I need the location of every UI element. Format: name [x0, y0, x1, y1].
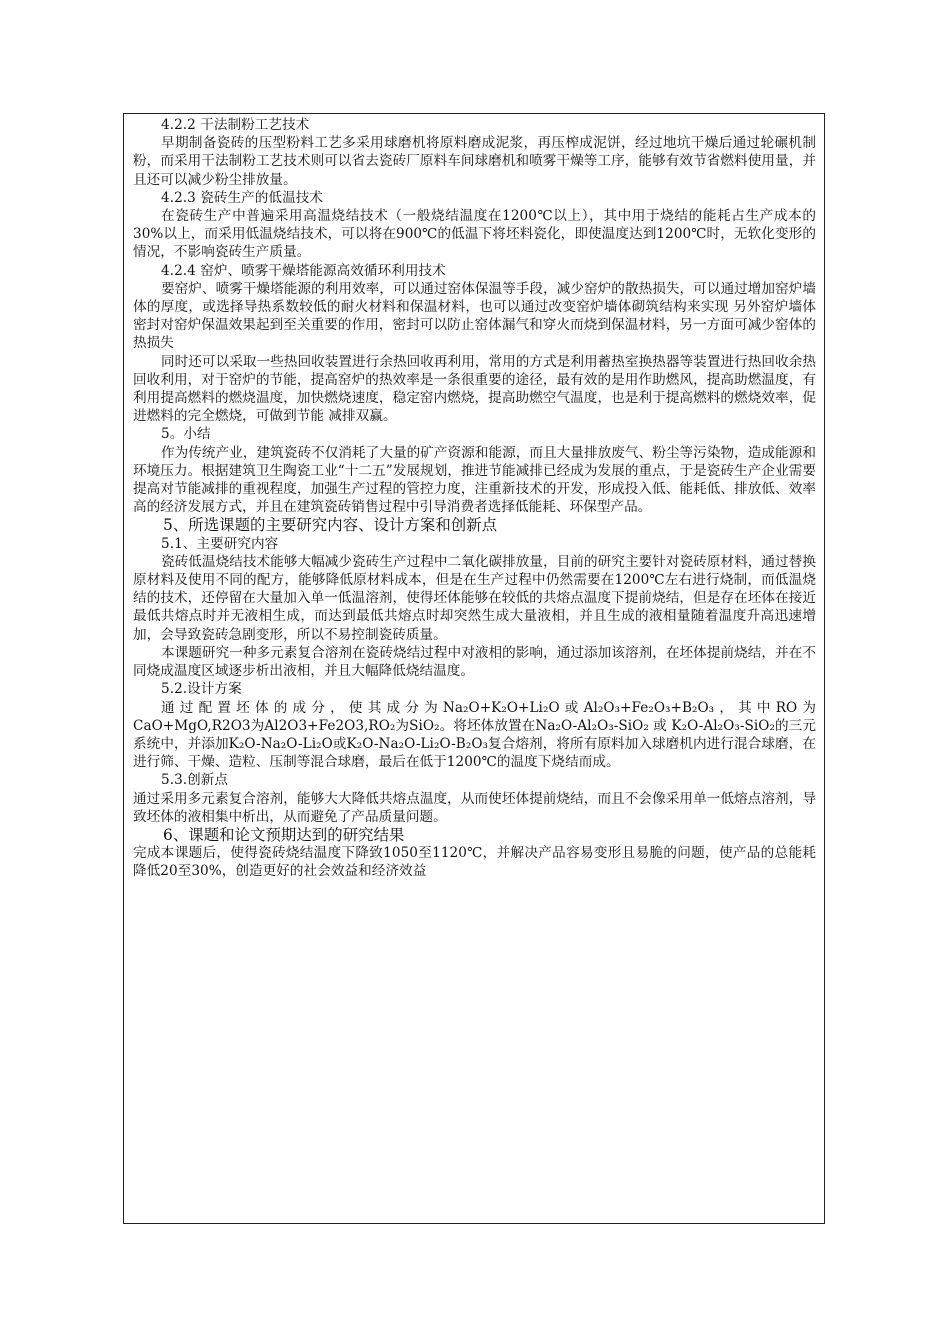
chapter-heading-6: 6、课题和论文预期达到的研究结果	[163, 825, 405, 844]
paragraph-low-temp: 在瓷砖生产中普遍采用高温烧结技术（一般烧结温度在1200℃以上），其中用于烧结的能耗占生产成本的30%以上，而采用低温烧结技术，可以将在900℃的低温下将坯料瓷化，即使温度达到1200℃时，无软化变形的情况，不影响瓷砖生产质量。	[133, 208, 816, 261]
paragraph-summary: 作为传统产业，建筑瓷砖不仅消耗了大量的矿产资源和能源，而且大量排放废气、粉尘等污染物，造成能源和环境压力。根据建筑卫生陶瓷工业“十二五”发展规划，推进节能减排已经成为发展的重点，于是瓷砖生产企业需要提高对节能减排的重视程度，加强生产过程的管控力度，注重新技术的开发，形成投入低、能耗低、排放低、效率高的经济发展方式，并且在建筑瓷砖销售过程中引导消费者选择低能耗、环保型产品。	[133, 444, 816, 516]
paragraph-heat-recovery: 同时还可以采取一些热回收装置进行余热回收再利用，常用的方式是利用蓄热室换热器等装置进行热回收余热回收利用，对于窑炉的节能，提高窑炉的热效率是一条很重要的途径，最有效的是用作助燃风，提高助燃温度，有利用提高燃料的燃烧温度，加快燃烧速度，稳定窑内燃烧，提高助燃空气温度，也是利于提高燃料的燃烧效率，促进燃料的完全燃烧，可做到节能 减排双赢。	[133, 353, 816, 425]
chapter-heading-5: 5、所选课题的主要研究内容、设计方案和创新点	[163, 516, 498, 535]
paragraph-design-plan: 通过配置坯体的成分，使其成分为Na₂O+K₂O+Li₂O或Al₂O₃+Fe₂O₃+B₂O₃，其中RO为CaO+MgO,R2O3为Al2O3+Fe2O3,RO₂为SiO₂。将坯体放置在Na₂O-Al₂O₃-SiO₂ 或 K₂O-Al₂O₃-SiO₂的三元系统中，并添加K₂O-Na₂O-Li₂O或K₂O-Na₂O-Li₂O-B₂O₃复合熔剂，将所有原料加入球磨机内进行混合球磨，在进行筛、干燥、造粒、压制等混合球磨，最后在低于1200℃的温度下烧结而成。	[133, 699, 816, 771]
section-heading-4-2-3: 4.2.3 瓷砖生产的低温技术	[161, 189, 324, 206]
section-heading-summary: 5。小结	[161, 426, 211, 443]
section-heading-4-2-2: 4.2.2 干法制粉工艺技术	[161, 117, 310, 133]
section-heading-5-1: 5.1、主要研究内容	[161, 535, 279, 552]
section-heading-5-2: 5.2.设计方案	[161, 681, 242, 698]
document-body	[133, 116, 816, 881]
paragraph-expected-results: 完成本课题后，使得瓷砖烧结温度下降致1050至1120℃，并解决产品容易变形且易脆的问题，使产品的总能耗降低20至30%，创造更好的社会效益和经济效益	[133, 845, 816, 880]
paragraph-dry-powder: 早期制备瓷砖的压型粉料工艺多采用球磨机将原料磨成泥浆，再压榨成泥饼，经过地坑干燥后通过轮碾机制粉，而采用干法制粉工艺技术则可以省去瓷砖厂原料车间球磨机和喷雾干燥等工序，能够有效节省燃料使用量，并且还可以减少粉尘排放量。	[133, 135, 816, 188]
paragraph-research-content: 瓷砖低温烧结技术能够大幅减少瓷砖生产过程中二氧化碳排放量，目前的研究主要针对瓷砖原材料，通过替换原材料及使用不同的配方，能够降低原材料成本，但是在生产过程中仍然需要在1200℃左右进行烧制，而低温烧结的技术，还停留在大量加入单一低温溶剂，使得坯体能够在较低的共熔点温度下提前烧结，但是存在坯体在接近最低共熔点时并无液相生成，而达到最低共熔点时却突然生成大量液相，并且生成的液相量随着温度升高迅速增加，会导致瓷砖急剧变形，所以不易控制瓷砖质量。	[133, 553, 816, 643]
section-heading-4-2-4: 4.2.4 窑炉、喷雾干燥塔能源高效循环利用技术	[161, 262, 446, 279]
paragraph-research-topic: 本课题研究一种多元素复合溶剂在瓷砖烧结过程中对液相的影响，通过添加该溶剂，在坯体提前烧结，并在不同烧成温度区域逐步析出液相，并且大幅降低烧结温度。	[133, 644, 816, 680]
section-heading-5-3: 5.3.创新点	[161, 772, 229, 789]
paragraph-kiln-insulation: 要窑炉、喷雾干燥塔能源的利用效率，可以通过窑体保温等手段，减少窑炉的散热损失，可以通过增加窑炉墙体的厚度，或选择导热系数较低的耐火材料和保温材料，也可以通过改变窑炉墙体砌筑结构来实现 另外窑炉墙体密封对窑炉保温效果起到至关重要的作用，密封可以防止窑体漏气和穿火而烧到保温材料，另一方面可减少窑体的热损失	[133, 280, 816, 352]
paragraph-innovation: 通过采用多元素复合溶剂，能够大大降低共熔点温度，从而使坯体提前烧结，而且不会像采用单一低熔点溶剂，导致坯体的液相集中析出，从而避免了产品质量问题。	[133, 790, 816, 825]
